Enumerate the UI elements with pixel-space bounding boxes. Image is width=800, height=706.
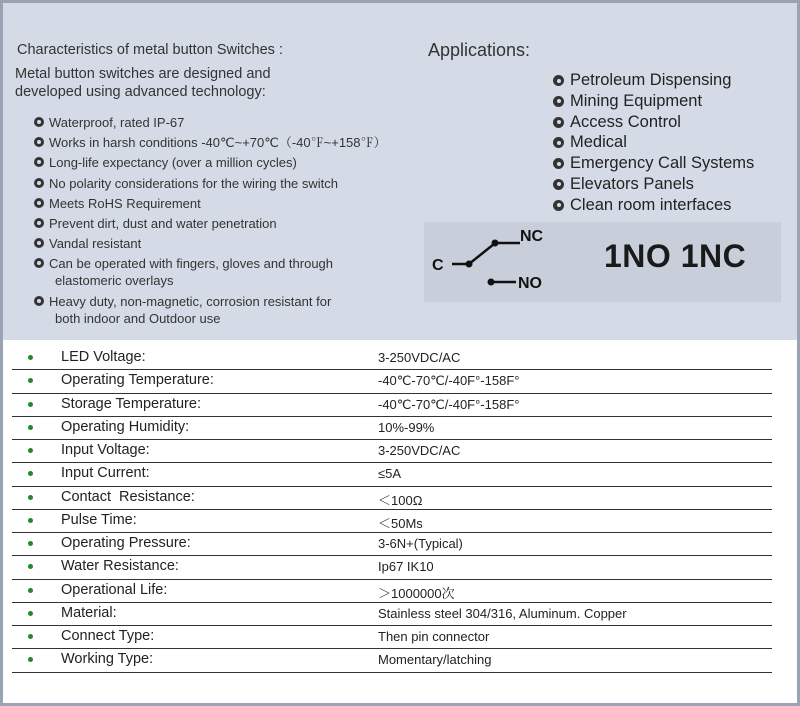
application-item (553, 70, 754, 91)
spec-value: 3-250VDC/AC (378, 443, 461, 458)
spec-value: ＜50Ms (378, 515, 423, 531)
description-line: Metal button switches are designed and (15, 66, 271, 82)
feature-text: Can be operated with fingers, gloves and through (49, 256, 334, 272)
bullet-icon (553, 96, 564, 107)
spec-label: Operational Life: (61, 581, 168, 598)
spec-label: Contact Resistance: (61, 488, 195, 505)
application-text: Access Control (570, 112, 681, 131)
spec-label: Operating Pressure: (61, 535, 191, 551)
bullet-icon (28, 564, 33, 569)
bullet-icon (28, 518, 33, 523)
feature-item (34, 235, 429, 252)
bullet-icon (34, 117, 44, 127)
spec-value: 10%-99% (378, 419, 435, 435)
bullet-icon (28, 657, 33, 662)
bullet-icon (28, 355, 33, 360)
feature-item-continuation (34, 272, 435, 289)
spec-row (12, 580, 772, 603)
feature-item (34, 255, 429, 272)
feature-text: Prevent dirt, dust and water penetration (49, 215, 277, 231)
spec-value: -40℃-70℃/-40F°-158F° (378, 396, 520, 412)
feature-text: Meets RoHS Requirement (49, 195, 201, 211)
no-label: NO (518, 275, 542, 292)
spec-value: 3-250VDC/AC (378, 350, 461, 365)
feature-text: Works in harsh conditions -40℃~+70℃（-40℉~+158℉） (49, 135, 387, 151)
spec-value: ＞1000000次 (378, 585, 455, 601)
feature-text: No polarity considerations for the wiring the switch (49, 175, 339, 191)
contact-type-label: 1NO 1NC (604, 238, 747, 274)
spec-label: Operating Humidity: (61, 418, 190, 435)
spec-label: Connect Type: (61, 628, 155, 644)
bullet-icon (28, 402, 33, 407)
applications-list (553, 70, 754, 216)
characteristics-title: Characteristics of metal button Switches : (17, 42, 283, 58)
application-text: Medical (570, 133, 627, 152)
bullet-icon (553, 179, 564, 190)
spec-row (12, 417, 772, 440)
bullet-icon (28, 541, 33, 546)
spec-row (12, 603, 772, 626)
bullet-icon (28, 378, 33, 383)
feature-item-continuation (34, 310, 435, 327)
application-item (553, 174, 754, 195)
bullet-icon (28, 634, 33, 639)
spec-label: Material: (61, 604, 117, 621)
spec-value: Then pin connector (378, 629, 490, 644)
bullet-icon (553, 117, 564, 128)
spec-label: Storage Temperature: (61, 395, 201, 412)
bullet-icon (34, 198, 44, 208)
spec-label: Operating Temperature: (61, 372, 214, 389)
bullet-icon (34, 178, 44, 188)
spec-value: ＜100Ω (378, 492, 423, 508)
feature-item (34, 195, 429, 212)
spec-value: ≤5A (378, 466, 402, 482)
feature-text: elastomeric overlays (55, 273, 174, 289)
application-text: Mining Equipment (570, 91, 703, 110)
application-text: Elevators Panels (570, 174, 694, 193)
spec-row (12, 626, 772, 649)
spec-row (12, 556, 772, 579)
feature-text: Long-life expectancy (over a million cycles) (49, 155, 297, 171)
spec-value: Momentary/latching (378, 652, 492, 668)
spec-value: Ip67 IK10 (378, 559, 434, 575)
nc-label: NC (520, 228, 544, 245)
bullet-icon (28, 471, 33, 476)
bullet-icon (28, 588, 33, 593)
application-text: Emergency Call Systems (570, 154, 755, 173)
spec-value: 3-6N+(Typical) (378, 536, 463, 551)
feature-item (34, 154, 429, 171)
bullet-icon (34, 137, 44, 147)
application-text: Petroleum Dispensing (570, 71, 732, 89)
bullet-icon (553, 137, 564, 148)
application-item (553, 91, 754, 112)
bullet-icon (34, 238, 44, 248)
bullet-icon (28, 611, 33, 616)
feature-item (34, 134, 429, 151)
feature-item (34, 175, 429, 192)
application-item (553, 195, 754, 216)
bullet-icon (28, 495, 33, 500)
bullet-icon (28, 425, 33, 430)
application-item (553, 112, 754, 133)
feature-text: Heavy duty, non-magnetic, corrosion resistant for (49, 293, 332, 309)
spec-value: Stainless steel 304/316, Aluminum. Copper (378, 605, 627, 621)
bullet-icon (553, 200, 564, 211)
spec-label: Input Current: (61, 465, 150, 482)
spec-row (12, 394, 772, 417)
feature-text: both indoor and Outdoor use (55, 310, 221, 326)
description-line: developed using advanced technology: (15, 84, 266, 100)
application-text: Clean room interfaces (570, 195, 732, 214)
spec-row (12, 510, 772, 533)
bullet-icon (28, 448, 33, 453)
characteristics-description (15, 65, 345, 101)
feature-text: Waterproof, rated IP-67 (49, 115, 185, 130)
feature-text: Vandal resistant (49, 236, 142, 252)
spec-label: Input Voltage: (61, 442, 150, 458)
common-label: C (432, 257, 444, 274)
bullet-icon (34, 218, 44, 228)
bullet-icon (34, 296, 44, 306)
spec-row (12, 370, 772, 393)
application-item (553, 153, 754, 174)
spec-label: Water Resistance: (61, 558, 179, 575)
bullet-icon (553, 75, 564, 86)
spec-row (12, 649, 772, 672)
spec-label: Working Type: (61, 651, 154, 668)
applications-title: Applications: (428, 40, 531, 60)
spec-row (12, 487, 772, 510)
switch-arm (469, 244, 494, 264)
feature-list (34, 114, 435, 330)
bullet-icon (553, 158, 564, 169)
feature-item (34, 215, 429, 232)
feature-item (34, 114, 429, 131)
spec-table (12, 347, 772, 673)
bullet-icon (34, 157, 44, 167)
feature-item (34, 293, 429, 310)
spec-row (12, 463, 772, 486)
spec-label: Pulse Time: (61, 511, 137, 528)
application-item (553, 132, 754, 153)
spec-row (12, 347, 772, 370)
spec-label: LED Voltage: (61, 349, 146, 365)
spec-value: -40℃-70℃/-40F°-158F° (378, 373, 520, 389)
spec-row (12, 533, 772, 556)
bullet-icon (34, 258, 44, 268)
spec-row (12, 440, 772, 463)
